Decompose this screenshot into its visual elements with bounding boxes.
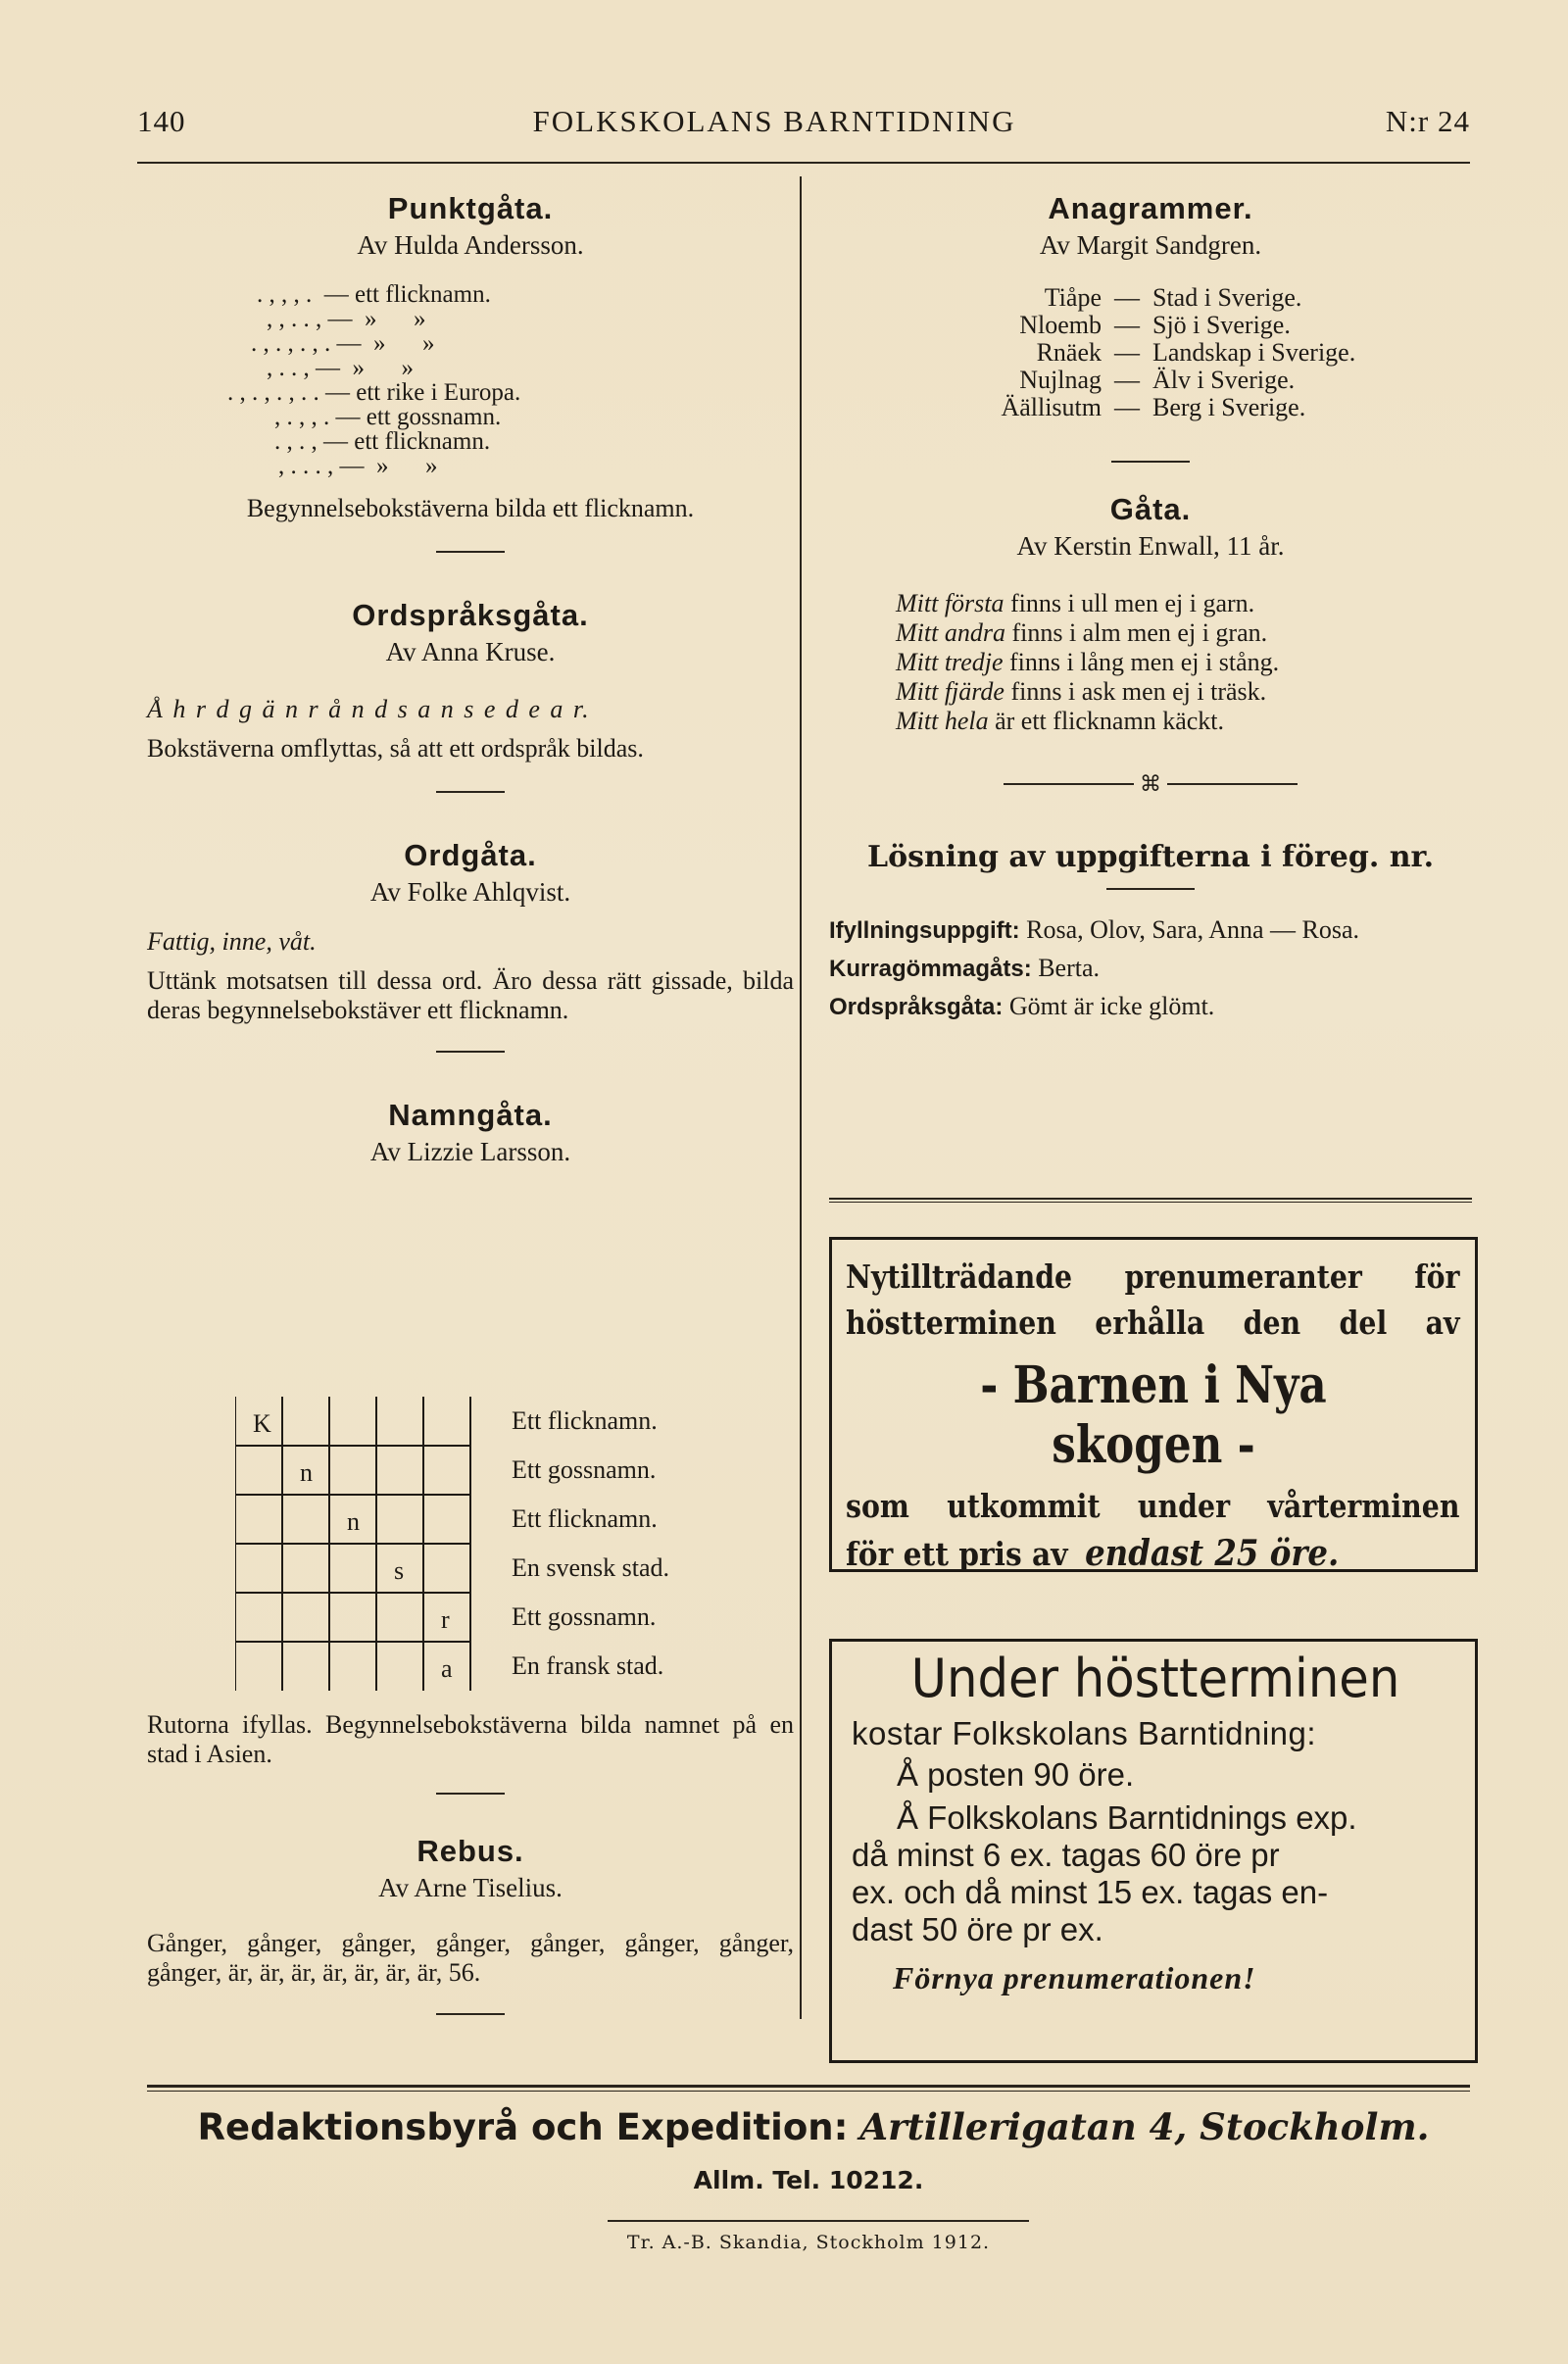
rebus-text: Gånger, gånger, gånger, gånger, gånger, gånger, gånger, gånger, är, är, är, är, är, är, är, 56.: [147, 1929, 794, 1987]
grid-letter: K: [253, 1409, 271, 1438]
section-divider: [436, 2013, 505, 2015]
section-note: Begynnelsebokstäverna bilda ett flicknamn.: [246, 494, 695, 522]
riddle-rest: finns i alm men ej i gran.: [1004, 618, 1268, 647]
header-rule: [137, 162, 1470, 164]
anagram-clue: Sjö i Sverige.: [1152, 311, 1291, 339]
grid-hints: [512, 1402, 669, 1696]
ad-line: dast 50 öre pr ex.: [852, 1911, 1103, 1947]
anagram-row: [888, 284, 1472, 312]
section-divider: [436, 1051, 505, 1053]
page-header: [137, 96, 1470, 143]
puzzle-text: Å h r d g ä n r å n d s a n s e d e a r.: [147, 695, 591, 723]
namngata-section: [147, 1098, 794, 1167]
solution-list: [829, 915, 1472, 1022]
puzzle-words: Fattig, inne, våt.: [147, 927, 317, 956]
ad-price-lead: för ett pris av: [846, 1535, 1068, 1573]
section-divider: [436, 551, 505, 553]
section-title: Ordgåta.: [404, 838, 537, 872]
dot-line: , . , , . — ett gossnamn.: [274, 404, 502, 430]
solution-text: Rosa, Olov, Sara, Anna — Rosa.: [1019, 915, 1360, 944]
anagram-clue: Stad i Sverige.: [1152, 283, 1302, 312]
section-title: Ordspråksgåta.: [352, 598, 589, 632]
grid-letter: s: [394, 1556, 405, 1585]
riddle-line: [896, 648, 1472, 677]
subscription-ad: [829, 1237, 1478, 1572]
solution-label: Kurragömmagåts:: [829, 956, 1032, 982]
footer-rule: [147, 2085, 1470, 2088]
section-divider: [1106, 888, 1195, 890]
dash: —: [1114, 393, 1140, 421]
section-title: Gåta.: [1109, 492, 1192, 526]
ad-line: höstterminen erhålla den del av: [846, 1304, 1460, 1342]
section-author: Av Arne Tiselius.: [378, 1873, 563, 1902]
dot-line: , . . . , — » »: [278, 453, 438, 479]
ad-line: Nytillträdande prenumeranter för: [846, 1257, 1460, 1296]
ad-headline: - Barnen i Nya skogen -: [980, 1355, 1327, 1475]
riddle-lead: Mitt andra: [896, 618, 1005, 647]
section-author: Av Kerstin Enwall, 11 år.: [1016, 531, 1285, 561]
ad-line: Å Folkskolans Barntidnings exp.: [897, 1799, 1357, 1836]
section-author: Av Lizzie Larsson.: [369, 1137, 571, 1166]
price-ad: [829, 1639, 1478, 2063]
section-note: Bokstäverna omflyttas, så att ett ordspråk bildas.: [147, 734, 644, 763]
section-divider: [1111, 461, 1190, 463]
ad-line: Å posten 90 öre.: [897, 1756, 1135, 1793]
anagram-row: [888, 339, 1472, 367]
section-author: Av Folke Ahlqvist.: [369, 877, 571, 907]
solution-item: [829, 992, 1472, 1022]
page-number: 140: [137, 104, 186, 138]
anagram-row: [888, 394, 1472, 421]
section-title: Lösning av uppgifterna i föreg. nr.: [866, 840, 1435, 874]
section-title: Punktgåta.: [387, 191, 554, 225]
dot-line: , . . , — » »: [267, 355, 414, 381]
grid-hint: En fransk stad.: [512, 1651, 664, 1680]
solution-item: [829, 915, 1472, 946]
footer-address: [147, 2105, 1480, 2148]
ad-title: Under höstterminen: [910, 1648, 1400, 1709]
riddle-line: [896, 707, 1472, 736]
anagrammer-section: [829, 191, 1472, 463]
grid-hint: Ett flicknamn.: [512, 1504, 658, 1533]
right-rule: [829, 1202, 1472, 1203]
grid-hint: Ett gossnamn.: [512, 1602, 657, 1631]
ad-line: då minst 6 ex. tagas 60 öre pr: [852, 1837, 1280, 1873]
section-title: Namngåta.: [388, 1098, 553, 1132]
ad-line: [846, 1533, 1460, 1574]
riddle-lines: [896, 589, 1472, 736]
grid-letter: r: [441, 1605, 450, 1634]
riddle-lead: Mitt första: [896, 589, 1004, 617]
ad-line: ex. och då minst 15 ex. tagas en-: [852, 1874, 1329, 1910]
printer-line: Tr. A.-B. Skandia, Stockholm 1912.: [626, 2232, 991, 2253]
punktgata-section: [147, 191, 794, 553]
anagram-word: Nujlnag: [1019, 366, 1102, 394]
anagram-word: Äällisutm: [1001, 393, 1102, 421]
anagram-clue: Älv i Sverige.: [1152, 366, 1296, 394]
footer-label: Redaktionsbyrå och Expedition:: [197, 2106, 849, 2148]
grid-letter: n: [300, 1458, 313, 1487]
riddle-lead: Mitt hela: [896, 707, 989, 735]
footer-tel: Allm. Tel. 10212.: [693, 2166, 924, 2194]
anagram-clue: Berg i Sverige.: [1152, 393, 1306, 421]
riddle-line: [896, 677, 1472, 707]
gata-section: [829, 492, 1472, 797]
right-column: [829, 191, 1472, 1030]
anagram-row: [888, 367, 1472, 394]
section-note: Uttänk motsatsen till dessa ord. Äro dessa rätt gissade, bilda deras begynnelsebokstäver ett flicknamn.: [147, 966, 794, 1024]
name-grid: [235, 1397, 490, 1691]
ad-line: kostar Folkskolans Barntidning:: [852, 1715, 1317, 1751]
footer-short-rule: [608, 2220, 1029, 2222]
footer-rule: [147, 2091, 1470, 2092]
riddle-rest: finns i lång men ej i stång.: [1003, 648, 1280, 676]
left-column: [147, 191, 794, 1167]
publication-title: FOLKSKOLANS BARNTIDNING: [532, 104, 1016, 138]
rebus-section: [147, 1834, 794, 2015]
footer-street: Artillerigatan 4, Stockholm.: [859, 2105, 1430, 2148]
dash: —: [1114, 366, 1140, 394]
left-column-bottom: [147, 1710, 794, 2015]
anagram-word: Nloemb: [1019, 311, 1102, 339]
anagram-word: Rnäek: [1036, 338, 1102, 367]
riddle-lead: Mitt fjärde: [896, 677, 1004, 706]
losning-section: [829, 840, 1472, 1022]
ornament-divider: ⌘: [1004, 771, 1298, 797]
section-divider: [436, 791, 505, 793]
dot-line: , , . . , — » »: [267, 306, 426, 332]
riddle-line: [896, 589, 1472, 618]
column-divider: [800, 176, 802, 2019]
dash: —: [1114, 311, 1140, 339]
section-author: Av Hulda Andersson.: [357, 230, 584, 260]
riddle-line: [896, 618, 1472, 648]
riddle-rest: är ett flicknamn käckt.: [988, 707, 1224, 735]
dash: —: [1114, 338, 1140, 367]
solution-text: Gömt är icke glömt.: [1003, 992, 1215, 1020]
riddle-lead: Mitt tredje: [896, 648, 1004, 676]
anagram-row: [888, 312, 1472, 339]
section-note: Rutorna ifyllas. Begynnelsebokstäverna bilda namnet på en stad i Asien.: [147, 1710, 794, 1768]
right-rule: [829, 1198, 1472, 1200]
grid-hint: Ett gossnamn.: [512, 1455, 657, 1484]
ad-line: som utkommit under vårterminen: [846, 1487, 1460, 1525]
grid-letter: n: [347, 1507, 360, 1536]
dash: —: [1114, 283, 1140, 312]
section-title: Rebus.: [416, 1834, 524, 1868]
ad-cta: Förnya prenumerationen!: [893, 1960, 1256, 1995]
section-divider: [436, 1793, 505, 1795]
anagram-clue: Landskap i Sverige.: [1152, 338, 1356, 367]
solution-text: Berta.: [1031, 954, 1101, 982]
anagram-word: Tiåpe: [1044, 283, 1102, 312]
solution-label: Ordspråksgåta:: [829, 994, 1004, 1020]
ordgata-section: [147, 838, 794, 1053]
solution-label: Ifyllningsuppgift:: [829, 917, 1020, 944]
ordspraksgata-section: [147, 598, 794, 793]
grid-letter: a: [441, 1654, 453, 1683]
dot-line: . , , , . — ett flicknamn.: [257, 281, 491, 308]
anagram-list: [888, 284, 1472, 421]
section-title: Anagrammer.: [1048, 191, 1253, 225]
ad-price: endast 25 öre.: [1085, 1533, 1340, 1574]
section-author: Av Anna Kruse.: [385, 637, 556, 666]
riddle-rest: finns i ull men ej i garn.: [1004, 589, 1255, 617]
dot-line: . , . , — ett flicknamn.: [274, 428, 491, 455]
dot-line: . , . , . , . — » »: [251, 330, 435, 357]
section-author: Av Margit Sandgren.: [1039, 230, 1262, 260]
riddle-rest: finns i ask men ej i träsk.: [1004, 677, 1267, 706]
grid-hint: En svensk stad.: [512, 1553, 670, 1582]
grid-hint: Ett flicknamn.: [512, 1406, 658, 1435]
issue-number: N:r 24: [1385, 104, 1470, 138]
solution-item: [829, 954, 1472, 984]
dot-line: . , . , . , . . — ett rike i Europa.: [227, 379, 521, 406]
